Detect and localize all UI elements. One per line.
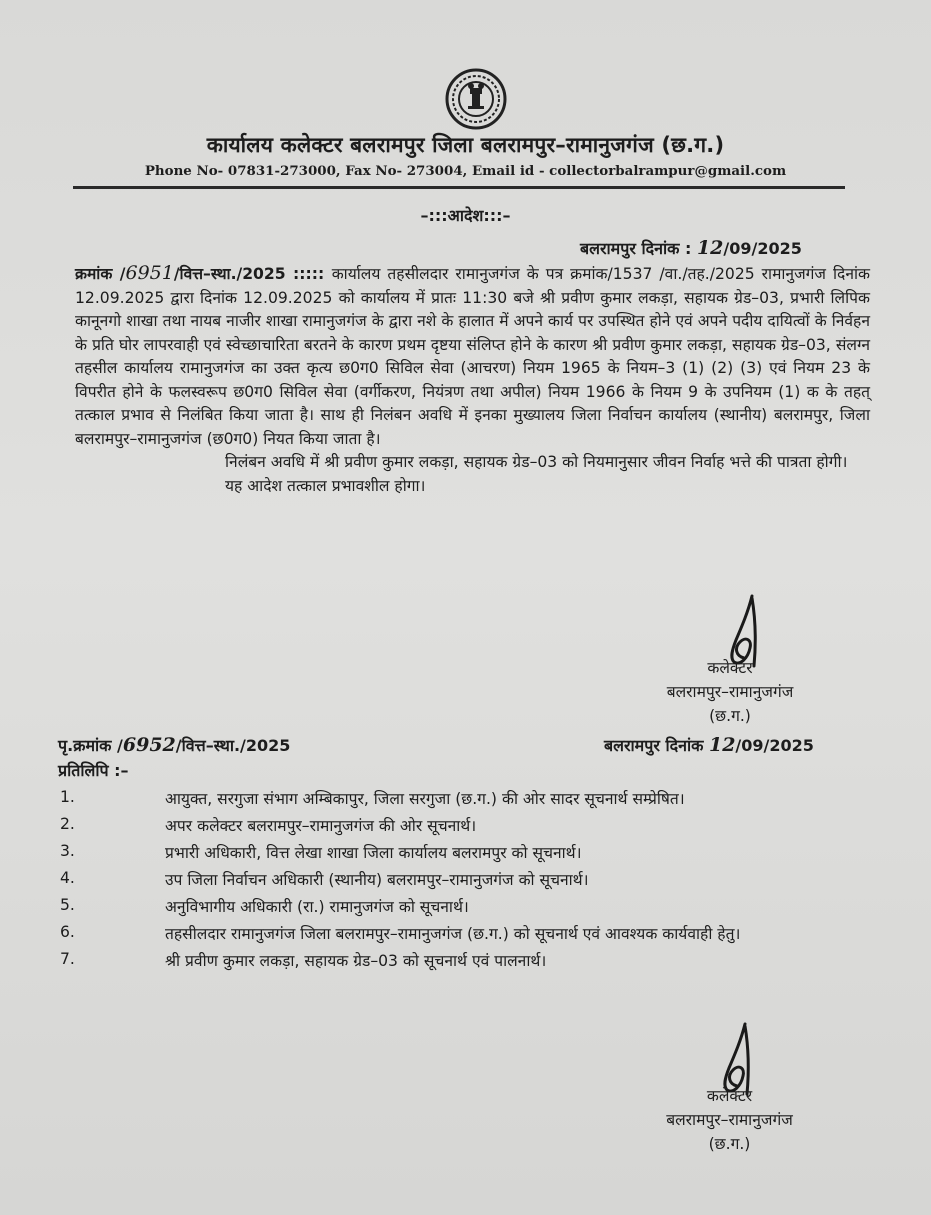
header-divider xyxy=(73,186,845,189)
order-paragraph-2: निलंबन अवधि में श्री प्रवीण कुमार लकड़ा, सहायक ग्रेड–03 को नियमानुसार जीवन निर्वाह भत्ते की पात्रता होगी। xyxy=(225,453,848,471)
endorsement-date-day: 12 xyxy=(708,734,736,756)
recipient-text: तहसीलदार रामानुजगंज जिला बलरामपुर–रामानुजगंज (छ.ग.) को सूचनार्थ एवं आवश्यक कार्यवाही हेतु। xyxy=(165,925,741,943)
recipient-text: उप जिला निर्वाचन अधिकारी (स्थानीय) बलरामपुर–रामानुजगंज को सूचनार्थ। xyxy=(165,871,589,889)
recipient-list xyxy=(55,788,875,977)
recipient-text: अपर कलेक्टर बलरामपुर–रामानुजगंज की ओर सूचनार्थ। xyxy=(165,817,477,835)
office-title: कार्यालय कलेक्टर बलरामपुर जिला बलरामपुर–रामानुजगंज (छ.ग.) xyxy=(206,133,725,157)
endorsement-date xyxy=(604,734,814,756)
order-paragraph-3: यह आदेश तत्काल प्रभावशील होगा। xyxy=(225,476,426,495)
signatory-district-2: बलरामपुर–रामानुजगंज xyxy=(666,1111,793,1129)
endorsement-ref-prefix: पृ.क्रमांक / xyxy=(58,736,123,755)
signature-block-1 xyxy=(620,656,840,728)
recipient-number: 4. xyxy=(60,869,75,887)
signatory-state-2: (छ.ग.) xyxy=(708,1135,751,1153)
recipient-number: 5. xyxy=(60,896,75,914)
recipient-item xyxy=(55,923,875,946)
endorsement-date-rest: /09/2025 xyxy=(735,736,814,755)
signature-block-2 xyxy=(622,1084,837,1156)
order-date-prefix: बलरामपुर दिनांक : xyxy=(580,239,697,258)
order-paragraph-1 xyxy=(75,262,870,451)
endorsement-ref-suffix: /वित्त–स्था./2025 xyxy=(175,736,291,755)
recipient-number: 1. xyxy=(60,788,75,806)
recipient-number: 7. xyxy=(60,950,75,968)
recipient-item xyxy=(55,896,875,919)
endorsement-ref-number: 6952 xyxy=(122,734,176,756)
recipient-item xyxy=(55,869,875,892)
copy-heading: प्रतिलिपि :– xyxy=(58,761,129,780)
endorsement-ref xyxy=(58,734,290,756)
recipient-item xyxy=(55,842,875,865)
order-date-day: 12 xyxy=(696,237,724,259)
state-emblem-icon xyxy=(445,68,507,130)
order-ref-suffix: /वित्त–स्था./2025 ::::: xyxy=(173,265,332,283)
signatory-designation-1: कलेक्टर xyxy=(707,659,753,677)
signatory-designation-2: कलेक्टर xyxy=(706,1087,753,1105)
order-ref-prefix: क्रमांक / xyxy=(75,265,126,283)
office-contact: Phone No- 07831-273000, Fax No- 273004, Email id - collectorbalrampur@gmail.com xyxy=(144,163,787,179)
signatory-district-1: बलरामपुर–रामानुजगंज xyxy=(666,683,794,701)
recipient-number: 2. xyxy=(60,815,75,833)
recipient-item xyxy=(55,815,875,838)
order-body xyxy=(75,262,870,498)
recipient-text: अनुविभागीय अधिकारी (रा.) रामानुजगंज को सूचनार्थ। xyxy=(165,898,469,916)
order-heading: –:::आदेश:::– xyxy=(420,206,511,225)
recipient-number: 6. xyxy=(60,923,75,941)
order-date-rest: /09/2025 xyxy=(723,239,802,258)
order-ref-number: 6951 xyxy=(125,262,174,284)
recipient-item xyxy=(55,788,875,811)
recipient-number: 3. xyxy=(60,842,75,860)
order-date xyxy=(580,237,802,259)
recipient-item xyxy=(55,950,875,973)
order-paragraph-1-text: कार्यालय तहसीलदार रामानुजगंज के पत्र क्रमांक/1537 /वा./तह./2025 रामानुजगंज दिनांक 12.09.2025 द्वारा दिनांक 12.09.2025 को कार्यालय में प्रातः 11:30 बजे श्री प्रवीण कुमार लकड़ा, सहायक ग्रेड–03, प्रभारी लिपिक कानूनगो शाखा तथा नायब नाजीर शाखा रामानुजगंज के द्वारा नशे के हालात में अपने कार्य पर उपस्थित होने एवं अपने पदीय दायित्वों के निर्वहन के प्रति घोर लापरवाही एवं स्वेच्छाचारिता बरतने के कारण प्रथम दृष्टया संलिप्त होने के कारण श्री प्रवीण कुमार लकड़ा, सहायक ग्रेड–03, संलग्न तहसील कार्यालय रामानुजगंज का उक्त कृत्य छ0ग0 सिविल सेवा (आचरण) नियम 1965 के नियम–3 (1) (2) (3) एवं नियम 23 के विपरीत होने के फलस्वरूप छ0ग0 सिविल सेवा (वर्गीकरण, नियंत्रण तथा अपील) नियम 1966 के नियम 9 के उपनियम (1) क के तहत् तत्काल प्रभाव से निलंबित किया जाता है। साथ ही निलंबन अवधि में इनका मुख्यालय जिला निर्वाचन कार्यालय (स्थानीय) बलरामपुर, जिला बलरामपुर–रामानुजगंज (छ0ग0) नियत किया जाता है। xyxy=(75,265,870,448)
recipient-text: श्री प्रवीण कुमार लकड़ा, सहायक ग्रेड–03 को सूचनार्थ एवं पालनार्थ। xyxy=(165,952,547,970)
recipient-text: प्रभारी अधिकारी, वित्त लेखा शाखा जिला कार्यालय बलरामपुर को सूचनार्थ। xyxy=(165,844,582,862)
signatory-state-1: (छ.ग.) xyxy=(709,707,751,725)
recipient-text: आयुक्त, सरगुजा संभाग अम्बिकापुर, जिला सरगुजा (छ.ग.) की ओर सादर सूचनार्थ सम्प्रेषित। xyxy=(165,790,685,808)
endorsement-date-prefix: बलरामपुर दिनांक xyxy=(604,736,709,755)
